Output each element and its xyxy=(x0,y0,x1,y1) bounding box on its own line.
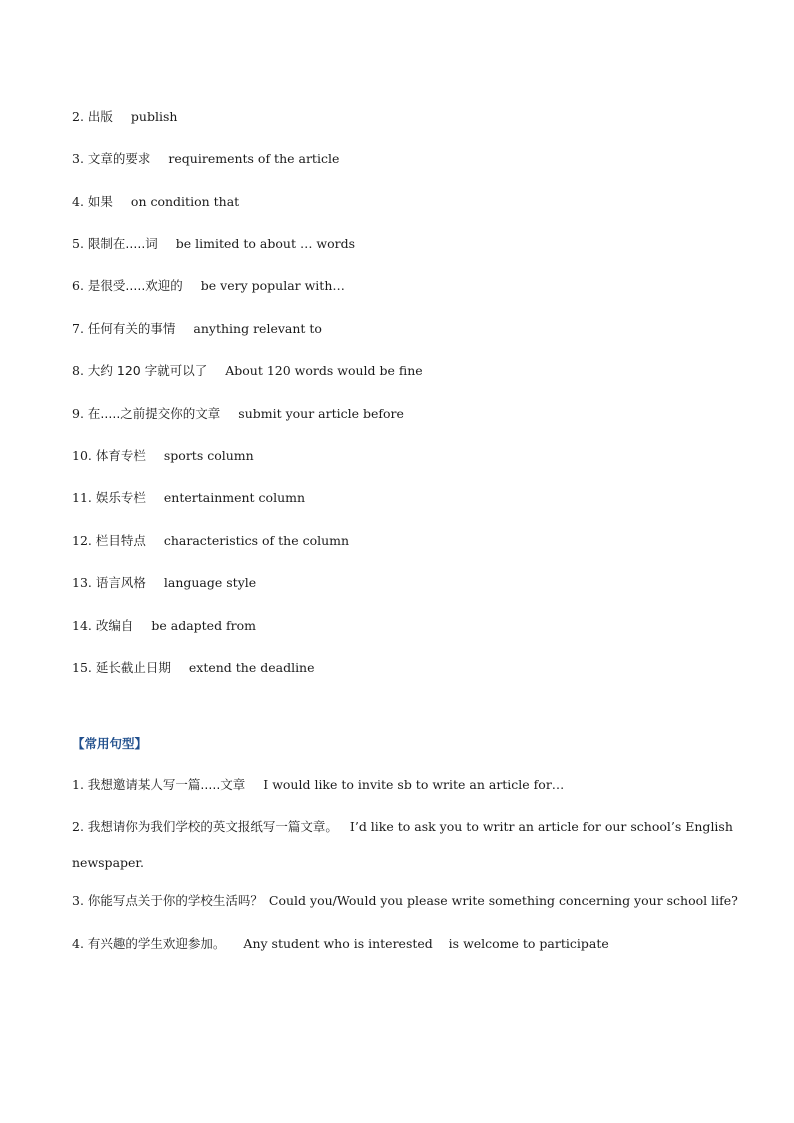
item-number: 7. xyxy=(72,321,84,336)
item-number: 4. xyxy=(72,936,84,951)
section-heading: 【常用句型】 xyxy=(72,736,148,751)
item-number: 3. xyxy=(72,151,84,166)
chinese-phrase: 如果 xyxy=(87,194,113,209)
english-sentence: Could you/Would you please write something concerning your school life? xyxy=(268,893,738,908)
item-number: 15. xyxy=(72,660,92,675)
english-sentence: Any student who is interested is welcome to participate xyxy=(243,936,609,951)
item-number: 11. xyxy=(72,490,92,505)
chinese-phrase: 语言风格 xyxy=(95,575,146,590)
item-number: 3. xyxy=(72,893,84,908)
chinese-phrase: 栏目特点 xyxy=(95,533,146,548)
item-number: 1. xyxy=(72,777,84,792)
sentence-item xyxy=(72,819,733,835)
phrase-item xyxy=(72,533,349,549)
english-phrase: entertainment column xyxy=(163,490,306,505)
phrase-item xyxy=(72,575,256,591)
english-phrase: characteristics of the column xyxy=(163,533,350,548)
item-number: 10. xyxy=(72,448,92,463)
item-number: 14. xyxy=(72,618,92,633)
phrase-item xyxy=(72,321,322,337)
item-number: 12. xyxy=(72,533,92,548)
item-number: 5. xyxy=(72,236,84,251)
english-phrase: anything relevant to xyxy=(193,321,322,336)
item-number: 8. xyxy=(72,363,84,378)
chinese-phrase: 在.....之前提交你的文章 xyxy=(87,406,221,421)
english-phrase: language style xyxy=(163,575,257,590)
english-phrase: be adapted from xyxy=(151,618,257,633)
chinese-phrase: 延长截止日期 xyxy=(95,660,171,675)
english-sentence: I’d like to ask you to writr an article for our school’s English xyxy=(349,819,733,834)
sentence-item xyxy=(72,777,564,793)
sentence-item xyxy=(72,936,609,952)
chinese-sentence: 有兴趣的学生欢迎参加。 xyxy=(87,936,226,951)
chinese-phrase: 体育专栏 xyxy=(95,448,146,463)
phrase-item xyxy=(72,660,315,676)
phrase-item xyxy=(72,448,254,464)
english-phrase: extend the deadline xyxy=(188,660,315,675)
english-phrase: on condition that xyxy=(130,194,240,209)
sentence-continuation: newspaper. xyxy=(72,855,144,870)
chinese-sentence: 我想邀请某人写一篇.....文章 xyxy=(87,777,246,792)
chinese-sentence: 你能写点关于你的学校生活吗？ xyxy=(87,893,263,908)
english-sentence: I would like to invite sb to write an article for… xyxy=(263,777,565,792)
english-phrase: publish xyxy=(130,109,178,124)
english-phrase: requirements of the article xyxy=(168,151,340,166)
chinese-sentence: 我想请你为我们学校的英文报纸写一篇文章。 xyxy=(87,819,338,834)
chinese-phrase: 任何有关的事情 xyxy=(87,321,176,336)
chinese-phrase: 娱乐专栏 xyxy=(95,490,146,505)
english-phrase: sports column xyxy=(163,448,254,463)
phrase-item xyxy=(72,109,177,125)
chinese-phrase: 改编自 xyxy=(95,618,134,633)
chinese-phrase: 文章的要求 xyxy=(87,151,151,166)
item-number: 13. xyxy=(72,575,92,590)
phrase-item xyxy=(72,363,423,379)
item-number: 2. xyxy=(72,109,84,124)
phrase-item xyxy=(72,236,355,252)
item-number: 4. xyxy=(72,194,84,209)
chinese-phrase: 限制在.....词 xyxy=(87,236,158,251)
english-phrase: be very popular with… xyxy=(200,278,345,293)
phrase-item xyxy=(72,618,256,634)
english-phrase: submit your article before xyxy=(238,406,404,421)
chinese-phrase: 是很受.....欢迎的 xyxy=(87,278,183,293)
item-number: 2. xyxy=(72,819,84,834)
english-phrase: About 120 words would be fine xyxy=(225,363,423,378)
sentence-item xyxy=(72,893,738,909)
item-number: 9. xyxy=(72,406,84,421)
item-number: 6. xyxy=(72,278,84,293)
phrase-item xyxy=(72,194,239,210)
phrase-item xyxy=(72,278,345,294)
english-phrase: be limited to about … words xyxy=(175,236,356,251)
phrase-item xyxy=(72,151,339,167)
chinese-phrase: 大约 120 字就可以了 xyxy=(87,363,208,378)
phrase-item xyxy=(72,406,404,422)
phrase-item xyxy=(72,490,305,506)
chinese-phrase: 出版 xyxy=(87,109,113,124)
